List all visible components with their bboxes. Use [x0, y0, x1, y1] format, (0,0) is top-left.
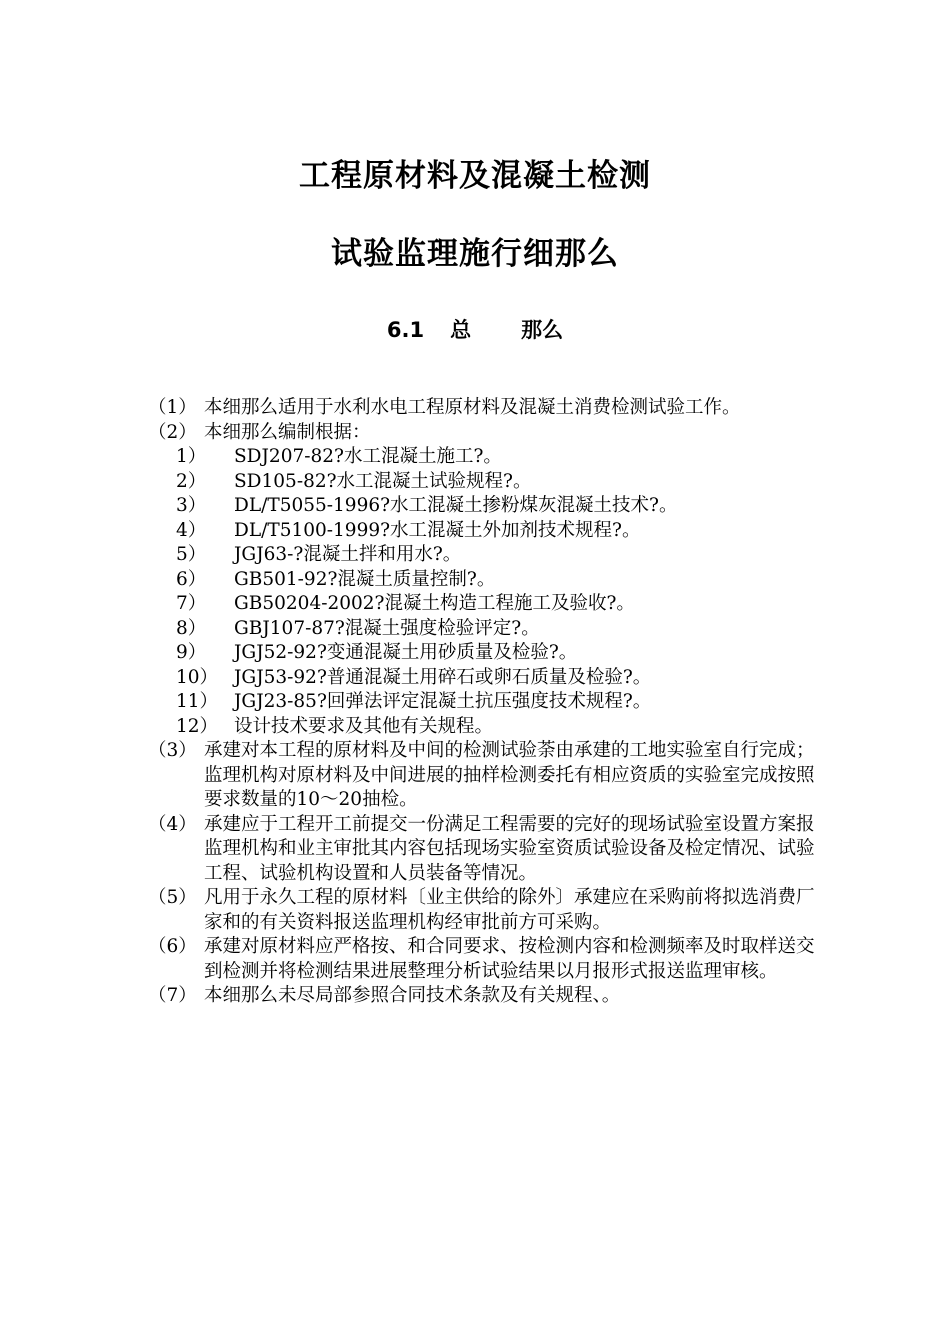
reference-item [148, 690, 828, 715]
reference-text: JGJ23-85?回弹法评定混凝土抗压强度技术规程?。 [234, 691, 652, 712]
reference-number: 9） [176, 642, 207, 663]
reference-number: 11） [176, 691, 219, 712]
section-title-part-2: 那么 [521, 318, 564, 342]
paragraph-5 [148, 886, 828, 935]
reference-item [148, 568, 828, 593]
reference-number: 12） [176, 715, 219, 737]
paragraph-text: 承建应于工程开工前提交一份满足工程需要的完好的现场试验室设置方案报监理机构和业主审批其内容包括现场实验室资质试验设备及检定情况、试验工程、试验机构设置和人员装备等情况。 [204, 813, 815, 884]
paragraph-number: （1） [148, 397, 197, 418]
reference-number: 10） [176, 666, 219, 688]
paragraph-number: （4） [148, 813, 197, 835]
reference-item [148, 592, 828, 617]
paragraph-text: 本细那么适用于水利水电工程原材料及混凝土消费检测试验工作。 [204, 397, 741, 418]
reference-text: SDJ207-82?水工混凝土施工?。 [234, 446, 502, 467]
reference-number: 4） [176, 519, 207, 541]
reference-item [148, 519, 828, 544]
reference-item [148, 666, 828, 691]
paragraph-1 [148, 396, 828, 421]
reference-item [148, 445, 828, 470]
reference-number: 5） [176, 544, 207, 565]
paragraph-number: （5） [148, 887, 197, 908]
title-line-1: 工程原材料及混凝土检测 [299, 158, 651, 194]
paragraph-number: （3） [148, 740, 197, 761]
paragraph-7 [148, 984, 828, 1009]
reference-number: 8） [176, 617, 207, 639]
reference-text: JGJ63-?混凝土拌和用水?。 [234, 544, 462, 565]
reference-number: 2） [176, 470, 207, 492]
reference-item [148, 543, 828, 568]
section-number: 6.1 [386, 318, 425, 342]
reference-text: JGJ52-92?变通混凝土用砂质量及检验?。 [234, 642, 578, 663]
reference-text: GBJ107-87?混凝土强度检验评定?。 [234, 617, 540, 639]
paragraph-number: （6） [148, 936, 197, 957]
reference-number: 3） [176, 495, 207, 516]
reference-text: GB50204-2002?混凝土构造工程施工及验收?。 [234, 593, 635, 614]
paragraph-number: （2） [148, 421, 197, 443]
paragraph-text: 承建对本工程的原材料及中间的检测试验荼由承建的工地实验室自行完成；监理机构对原材料及中间进展的抽样检测委托有相应资质的实验室完成按照要求数量的10～20抽检。 [204, 740, 815, 810]
paragraph-text: 承建对原材料应严格按、和合同要求、按检测内容和检测频率及时取样送交到检测并将检测结果进展整理分析试验结果以月报形式报送监理审核。 [204, 936, 815, 982]
section-title-part-1: 总 [450, 318, 472, 342]
reference-text: DL/T5055-1996?水工混凝土掺粉煤灰混凝土技术?。 [234, 495, 678, 516]
reference-item [148, 715, 828, 740]
reference-item [148, 494, 828, 519]
reference-number: 6） [176, 568, 207, 590]
title-line-2: 试验监理施行细那么 [331, 236, 619, 272]
reference-number: 1） [176, 446, 207, 467]
paragraph-4 [148, 813, 828, 887]
paragraph-2 [148, 421, 828, 446]
paragraph-number: （7） [148, 985, 197, 1006]
reference-item [148, 617, 828, 642]
reference-item [148, 470, 828, 495]
section-heading [0, 313, 950, 347]
reference-item [148, 641, 828, 666]
paragraph-6 [148, 935, 828, 984]
reference-text: JGJ53-92?普通混凝土用碎石或卵石质量及检验?。 [234, 666, 652, 688]
document-body [148, 396, 828, 1009]
reference-text: SD105-82?水工混凝土试验规程?。 [234, 470, 532, 492]
reference-number: 7） [176, 593, 207, 614]
reference-text: DL/T5100-1999?水工混凝土外加剂技术规程?。 [234, 519, 641, 541]
reference-text: 设计技术要求及其他有关规程。 [234, 715, 494, 737]
paragraph-text: 本细那么未尽局部参照合同技术条款及有关规程、。 [204, 985, 621, 1006]
reference-text: GB501-92?混凝土质量控制?。 [234, 568, 496, 590]
paragraph-text: 本细那么编制根据： [204, 421, 371, 443]
paragraph-3 [148, 739, 828, 813]
paragraph-text: 凡用于永久工程的原材料〔业主供给的除外〕承建应在采购前将拟选消费厂家和的有关资料报送监理机构经审批前方可采购。 [204, 887, 815, 933]
